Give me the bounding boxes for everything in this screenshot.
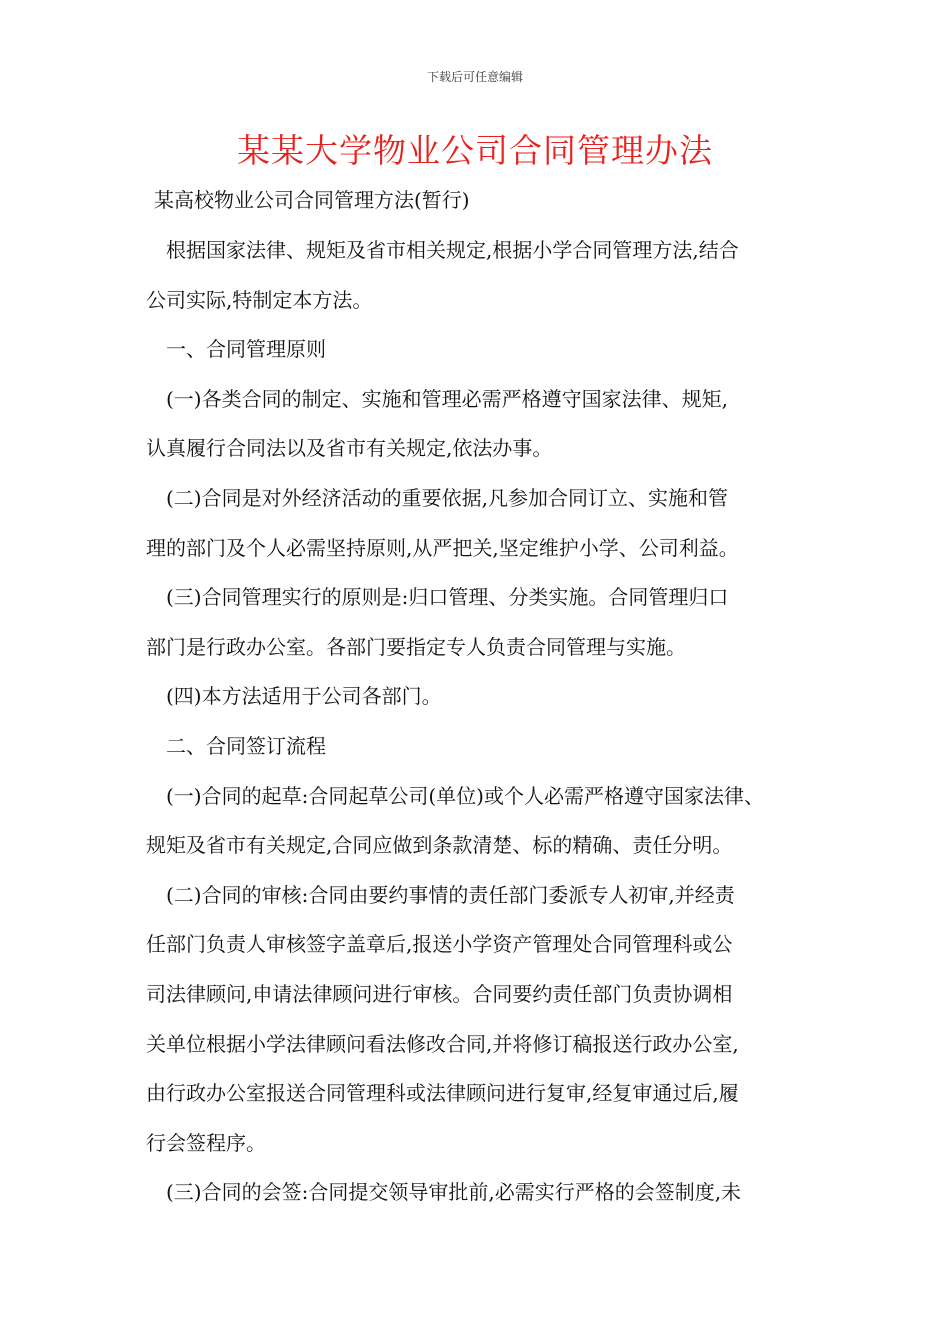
paragraph <box>146 573 846 672</box>
header-note: 下载后可任意编辑 <box>426 70 523 84</box>
paragraph-line: 行会签程序。 <box>146 1130 266 1155</box>
paragraph-line: (二)合同的审核:合同由要约事情的责任部门委派专人初审,并经责 <box>166 882 735 907</box>
paragraph-line: (三)合同的会签:合同提交领导审批前,必需实行严格的会签制度,未 <box>166 1180 742 1205</box>
paragraph <box>146 722 846 772</box>
document-title: 某某大学物业公司合同管理办法 <box>237 131 713 170</box>
paragraph-line: (一)各类合同的制定、实施和管理必需严格遵守国家法律、规矩, <box>166 386 728 411</box>
paragraph <box>146 871 846 1169</box>
paragraph-line: 认真履行合同法以及省市有关规定,依法办事。 <box>146 436 553 461</box>
paragraph-line: 公司实际,特制定本方法。 <box>146 287 373 312</box>
paragraph <box>146 672 846 722</box>
document-body <box>146 226 846 1218</box>
paragraph <box>146 325 846 375</box>
paragraph-line: (三)合同管理实行的原则是:归口管理、分类实施。合同管理归口 <box>166 585 729 610</box>
paragraph-line: 根据国家法律、规矩及省市相关规定,根据小学合同管理方法,结合 <box>166 238 739 262</box>
document-subtitle: 某高校物业公司合同管理方法(暂行) <box>154 188 470 212</box>
paragraph <box>146 772 846 871</box>
paragraph <box>146 375 846 474</box>
paragraph-line: (二)合同是对外经济活动的重要依据,凡参加合同订立、实施和管 <box>166 485 728 510</box>
paragraph <box>146 474 846 573</box>
paragraph-line: 部门是行政办公室。各部门要指定专人负责合同管理与实施。 <box>146 634 686 659</box>
paragraph-line: 二、合同签订流程 <box>166 733 326 758</box>
paragraph <box>146 1168 846 1218</box>
paragraph-line: 任部门负责人审核签字盖章后,报送小学资产管理处合同管理科或公 <box>146 932 733 957</box>
paragraph-line: 规矩及省市有关规定,合同应做到条款清楚、标的精确、责任分明。 <box>146 833 733 858</box>
paragraph <box>146 226 846 325</box>
paragraph-line: (一)合同的起草:合同起草公司(单位)或个人必需严格遵守国家法律、 <box>166 783 764 808</box>
paragraph-line: 一、合同管理原则 <box>166 337 326 362</box>
paragraph-line: 由行政办公室报送合同管理科或法律顾问进行复审,经复审通过后,履 <box>146 1081 739 1106</box>
paragraph-line: 关单位根据小学法律顾问看法修改合同,并将修订稿报送行政办公室, <box>146 1031 739 1056</box>
paragraph-line: (四)本方法适用于公司各部门。 <box>166 684 442 709</box>
paragraph-line: 理的部门及个人必需坚持原则,从严把关,坚定维护小学、公司利益。 <box>146 535 739 560</box>
paragraph-line: 司法律顾问,申请法律顾问进行审核。合同要约责任部门负责协调相 <box>146 981 733 1006</box>
